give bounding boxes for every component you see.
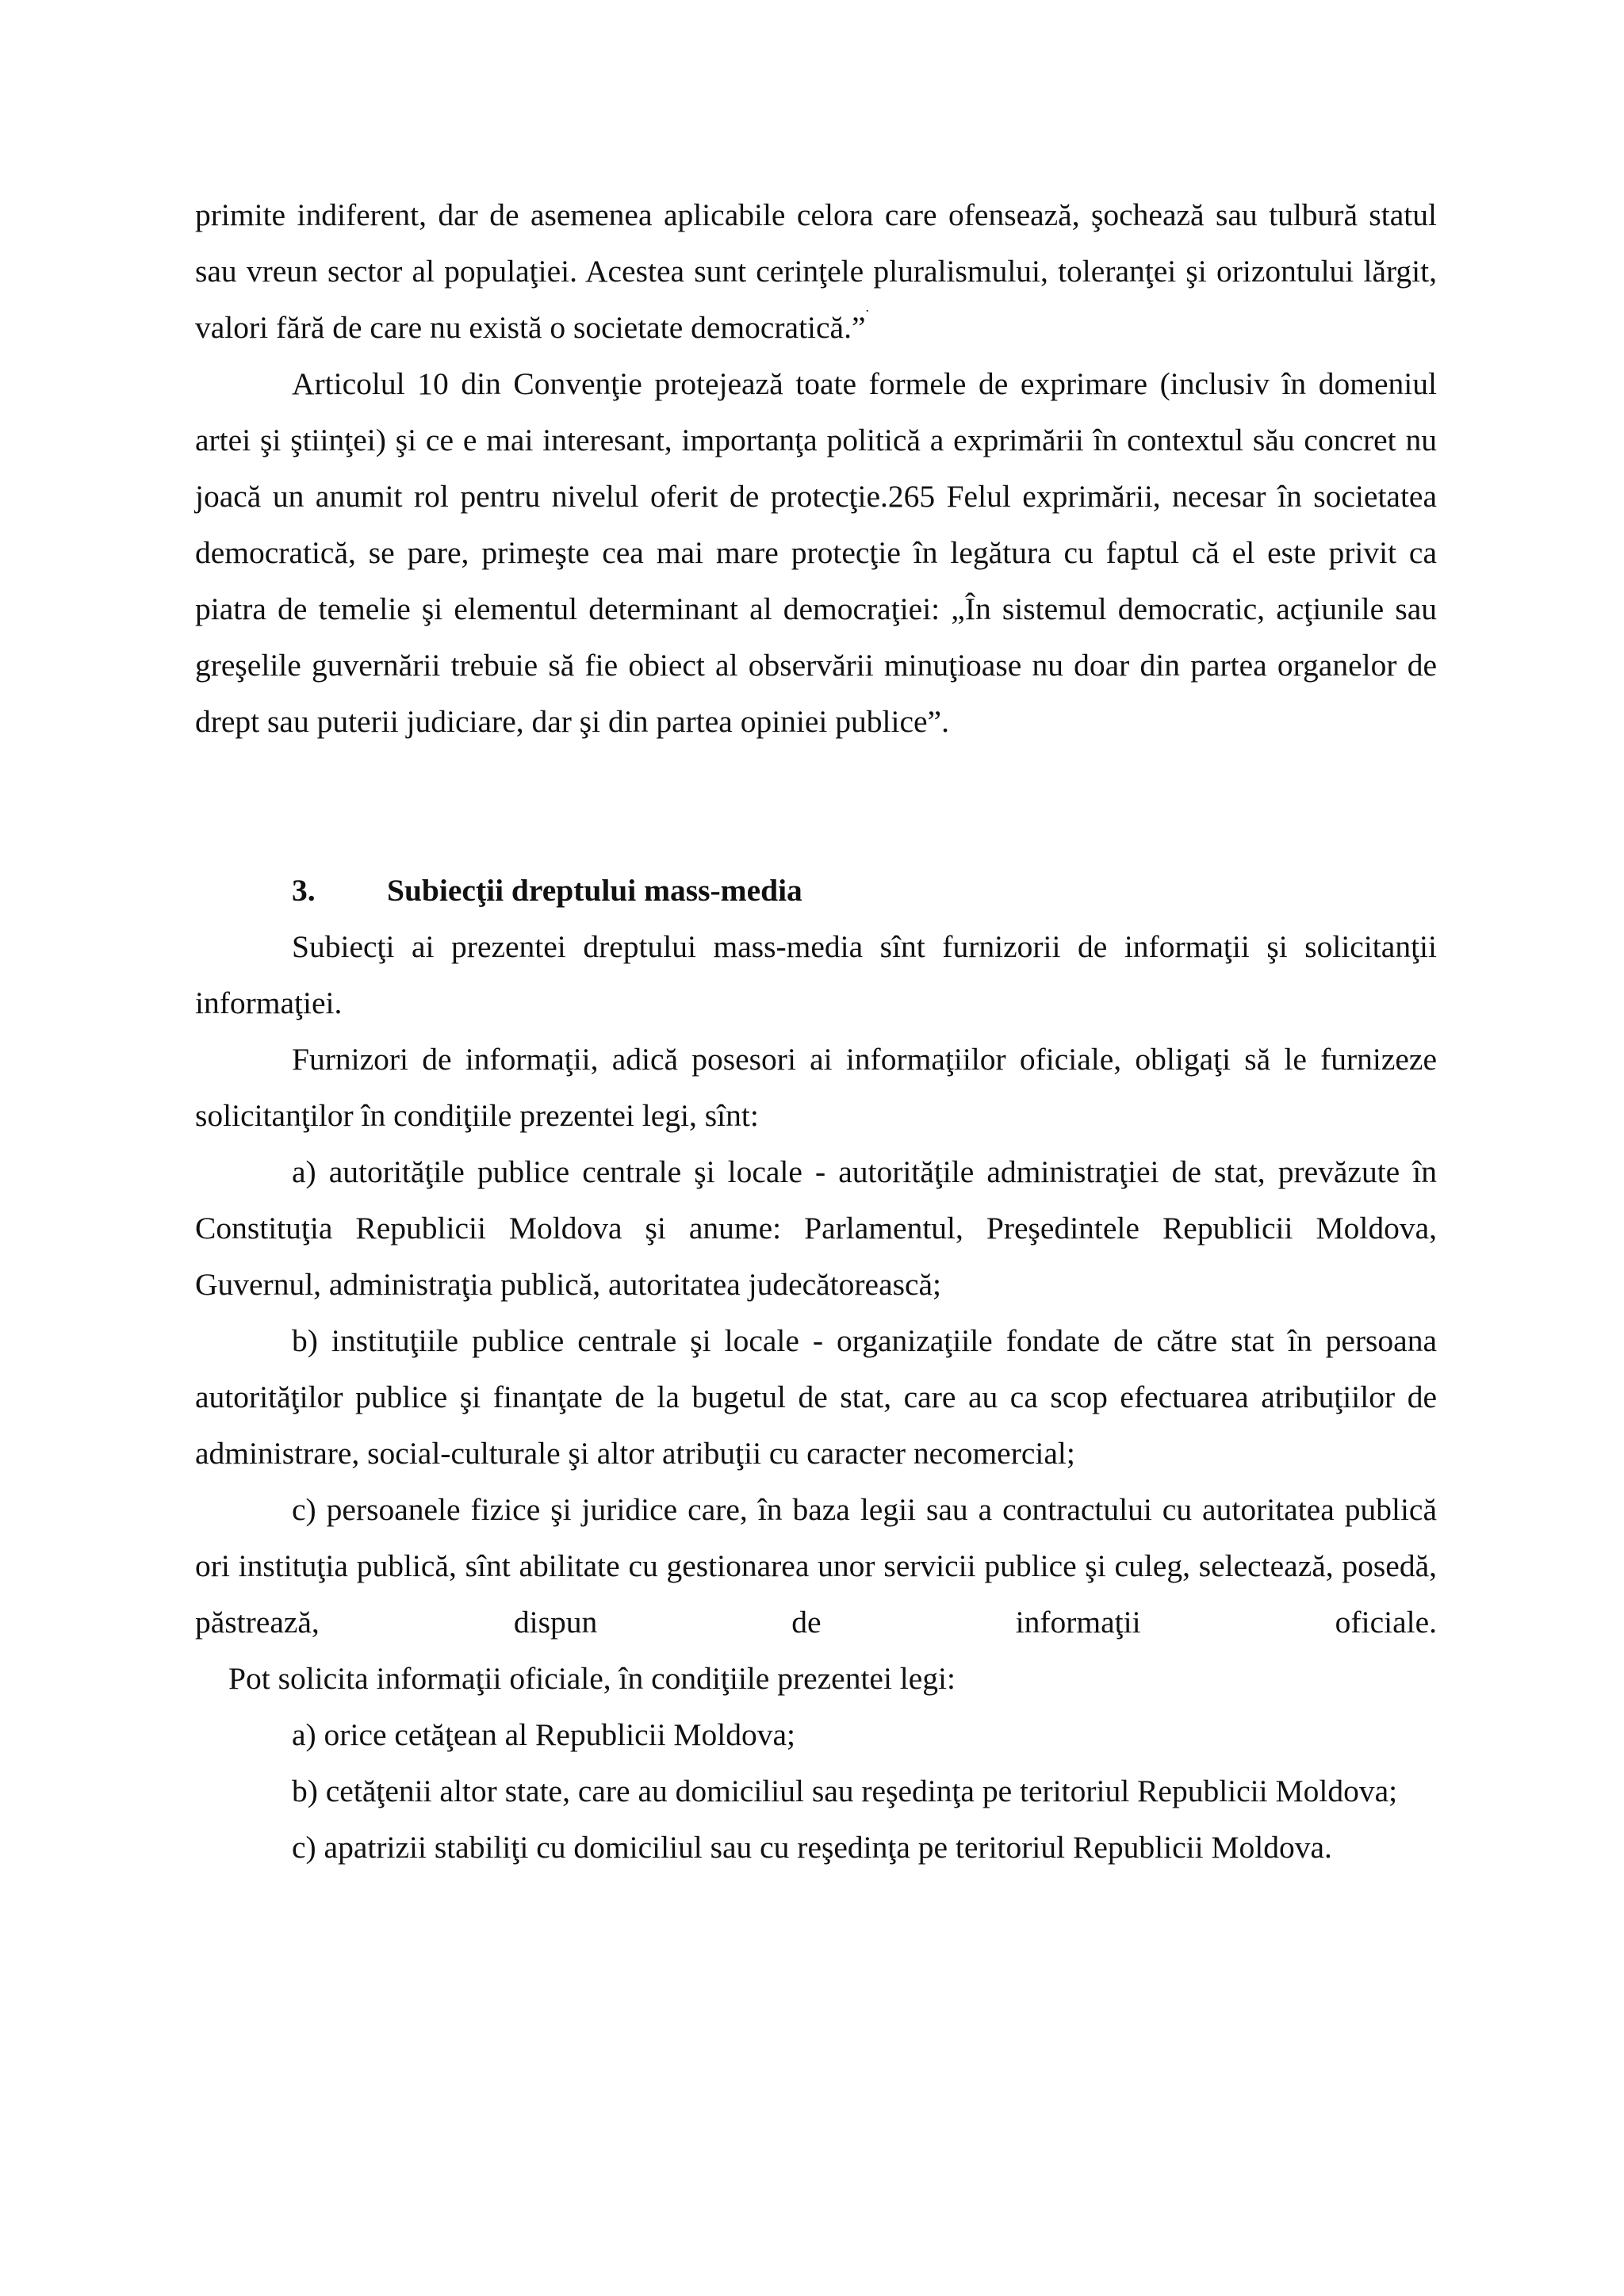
provider-item-c: c) persoanele fizice şi juridice care, în baza legii sau a contractului cu autoritatea publică ori instituţia publică, sînt abilitate cu gestionarea unor servicii publice şi culeg, selectează, posedă, păstrează, dispun de informaţii oficiale. — [195, 1492, 1437, 1640]
section-spacer — [195, 750, 1437, 863]
intro-note-mark: . — [865, 299, 869, 315]
section-heading — [195, 863, 1437, 919]
intro-paragraph-text: primite indiferent, dar de asemenea aplicabile celora care ofensează, şochează sau tulbură statul sau vreun sector al populaţiei. Acestea sunt cerinţele pluralismului, toleranţei şi orizontului lărgit, valori fără de care nu există o societate democratică.” — [195, 197, 1437, 345]
requester-item-c: c) apatrizii stabiliţi cu domiciliul sau cu reşedinţa pe teritoriul Republicii Moldova. — [292, 1830, 1332, 1865]
subjects-paragraph: Subiecţi ai prezentei dreptului mass-media sînt furnizorii de informaţii şi solicitanţii informaţiei. — [195, 929, 1437, 1020]
requester-item-a: a) orice cetăţean al Republicii Moldova; — [292, 1717, 796, 1752]
section-title: Subiecţii dreptului mass-media — [387, 873, 802, 908]
section-number: 3. — [292, 873, 316, 908]
requester-item-b: b) cetăţenii altor state, care au domiciliul sau reşedinţa pe teritoriul Republicii Moldova; — [292, 1774, 1398, 1808]
intro-paragraph — [195, 187, 1437, 356]
requesters-paragraph: Pot solicita informaţii oficiale, în condiţiile prezentei legi: — [228, 1661, 956, 1696]
provider-item-b: b) instituţiile publice centrale şi locale - organizaţiile fondate de către stat în persoana autorităţilor publice şi finanţate de la bugetul de stat, care au ca scop efectuarea atribuţiilor de administrare, social-culturale şi altor atribuţii cu caracter necomercial; — [195, 1323, 1437, 1471]
document-body — [195, 187, 1437, 1876]
article-paragraph: Articolul 10 din Convenţie protejează toate formele de exprimare (inclusiv în domeniul artei şi ştiinţei) şi ce e mai interesant, importanţa politică a exprimării în contextul său concret nu joacă un anumit rol pentru nivelul oferit de protecţie.265 Felul exprimării, necesar în societatea democratică, se pare, primeşte cea mai mare protecţie în legătura cu faptul că el este privit ca piatra de temelie şi elementul determinant al democraţiei: „În sistemul democratic, acţiunile sau greşelile guvernării trebuie să fie obiect al observării minuţioase nu doar din partea organelor de drept sau puterii judiciare, dar şi din partea opiniei publice”. — [195, 366, 1437, 739]
provider-item-a: a) autorităţile publice centrale şi locale - autorităţile administraţiei de stat, prevăzute în Constituţia Republicii Moldova şi anume: Parlamentul, Preşedintele Republicii Moldova, Guvernul, administraţia publică, autoritatea judecătorească; — [195, 1154, 1437, 1302]
providers-paragraph: Furnizori de informaţii, adică posesori ai informaţiilor oficiale, obligaţi să le furnizeze solicitanţilor în condiţiile prezentei legi, sînt: — [195, 1042, 1437, 1133]
